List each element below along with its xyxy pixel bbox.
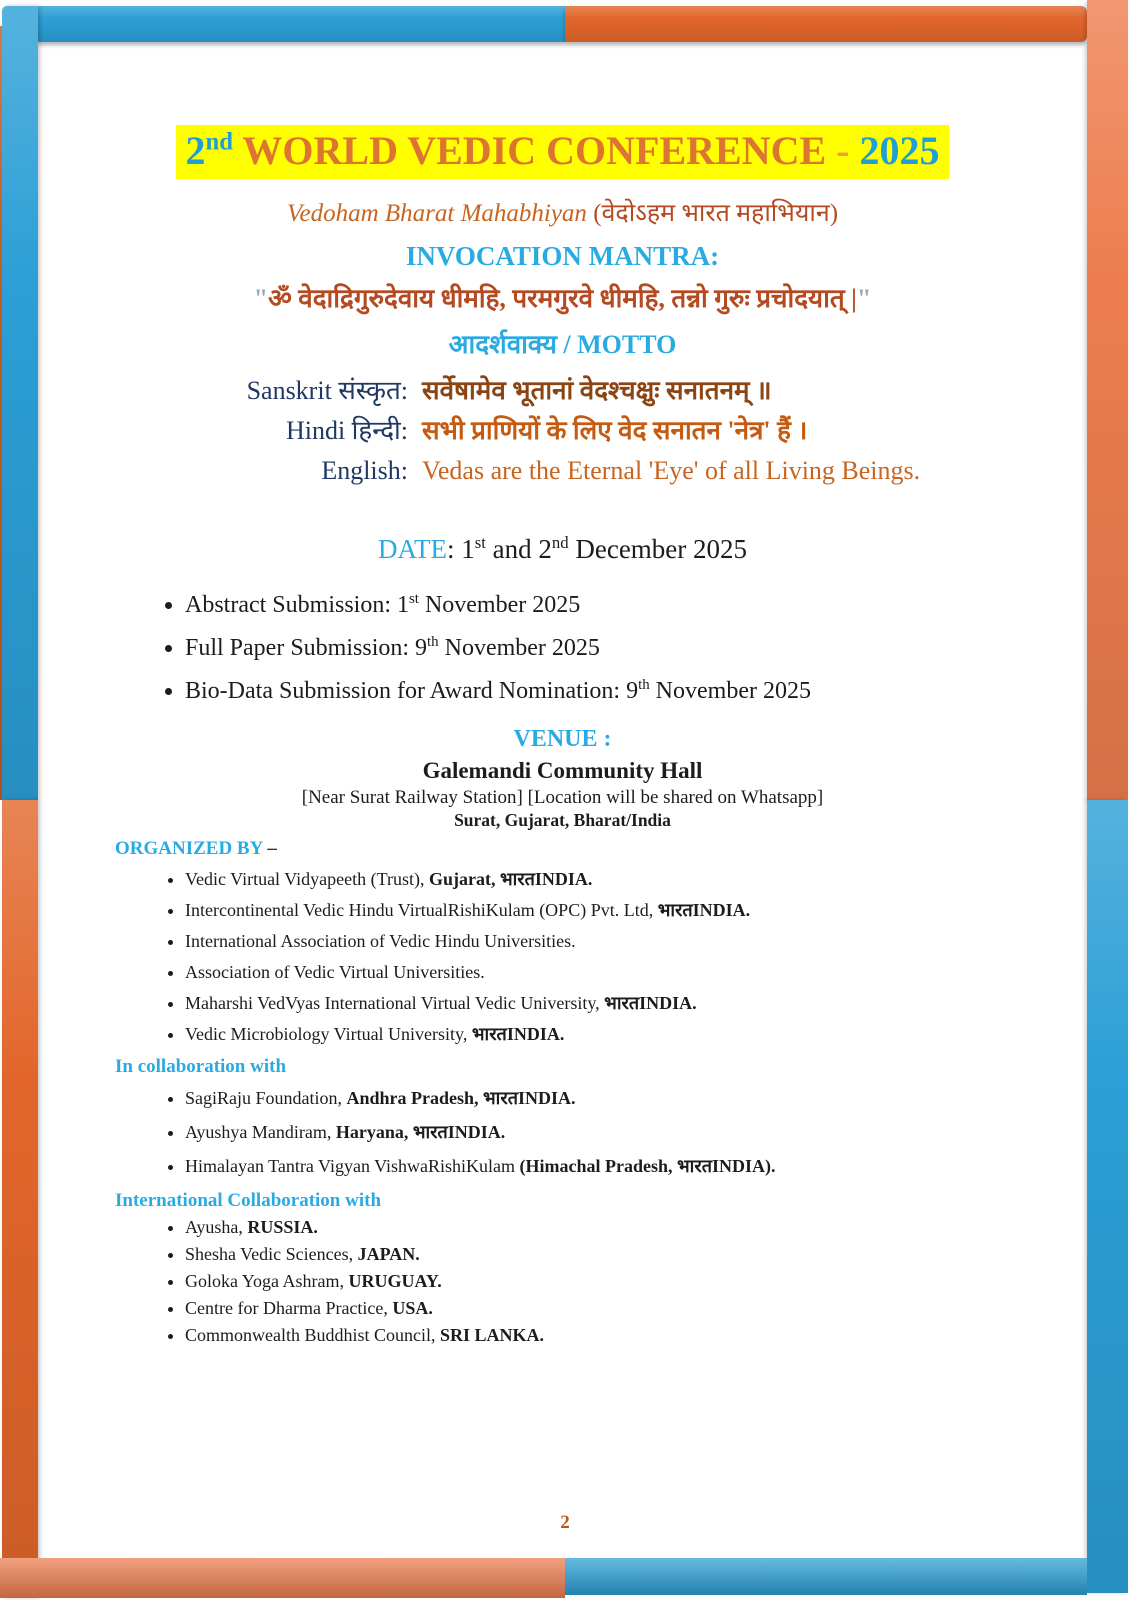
motto-label-sanskrit: Sanskrit संस्कृत: [246,376,408,405]
frame-left-bar-blue [2,6,38,800]
text-segment: Himalayan Tantra Vigyan VishwaRishiKulam [185,1156,520,1176]
motto-text-sanskrit: सर्वेषामेव भूतानां वेदश्चक्षुः सनातनम् ॥ [422,376,772,405]
frame-top-bar-orange [565,6,1087,42]
list-item [185,624,1087,667]
motto-table [38,371,1087,491]
text-segment: : 1 [446,534,475,564]
frame-bottom-bar-blue [565,1558,1087,1595]
text-segment: nd [551,533,569,552]
motto-heading: आदर्शवाक्य / MOTTO [448,330,677,359]
text-segment: Association of Vedic Virtual Universities. [185,962,485,982]
text-segment: भारतINDIA. [657,900,751,920]
text-segment: Vedoham Bharat Mahabhiyan [286,200,594,227]
list-item [185,895,1087,925]
text-segment: WORLD VEDIC CONFERENCE [233,128,837,173]
organized-by-heading [115,838,1087,860]
motto-label-hindi: Hindi हिन्दी: [285,416,408,445]
text-segment: (Himachal Pradesh, भारतINDIA). [519,1156,776,1176]
text-segment: 2025 [859,128,940,173]
text-segment: Ayusha, [185,1217,248,1237]
text-segment: " [253,284,269,313]
text-segment: Goloka Yoga Ashram, [185,1271,349,1291]
text-segment: USA. [392,1298,433,1318]
venue-heading: VENUE : [513,726,612,752]
text-segment: SRI LANKA. [440,1325,545,1345]
frame-right-bar-blue [1087,800,1128,1593]
subtitle-vedoham [38,195,1087,229]
list-item [185,581,1087,624]
deadlines-list [38,581,1087,710]
page-content [38,42,1087,1349]
motto-row-english [38,451,1087,491]
frame-left-bar-orange [2,800,38,1598]
text-segment: Abstract Submission: 1 [185,592,410,618]
text-segment: - [836,128,860,173]
text-segment: November 2025 [418,592,581,618]
text-segment: st [474,533,486,552]
list-item [185,988,1087,1018]
frame-bottom-bar-orange [0,1558,565,1598]
text-segment: Centre for Dharma Practice, [185,1298,393,1318]
text-segment: ॐ वेदाद्रिगुरुदेवाय धीमहि, परमगुरवे धीमहि, तन्नो गुरुः प्रचोदयात् | [268,284,857,313]
text-segment: Shesha Vedic Sciences, [185,1244,358,1264]
motto-text-hindi: सभी प्राणियों के लिए वेद सनातन 'नेत्र' हैं । [422,416,808,445]
text-segment: nd [205,128,234,156]
frame-right-bar-orange [1087,0,1128,800]
frame-top-bar-blue [35,6,565,42]
list-item [185,926,1087,956]
organizers-list [38,864,1087,1049]
list-item [185,1019,1087,1049]
international-collaboration-list [38,1214,1087,1349]
text-segment: Commonwealth Buddhist Council, [185,1325,440,1345]
list-item [185,1295,1087,1322]
text-segment: (वेदोऽहम भारत महाभियान) [593,200,839,227]
text-segment: th [638,677,650,693]
list-item [185,864,1087,894]
text-segment: – [267,838,277,859]
text-segment: Andhra Pradesh, भारतINDIA. [346,1088,576,1108]
text-segment: and 2 [485,534,552,564]
invocation-mantra-heading: INVOCATION MANTRA: [405,241,720,271]
text-segment: RUSSIA. [247,1217,318,1237]
motto-label-english: English: [321,456,408,485]
text-segment: International Association of Vedic Hindu Universities. [185,931,576,951]
text-segment: SagiRaju Foundation, [185,1088,347,1108]
text-segment: Vedic Virtual Vidyapeeth (Trust), [185,869,429,889]
text-segment: Intercontinental Vedic Hindu VirtualRishiKulam (OPC) Pvt. Ltd, [185,900,658,920]
text-segment: st [409,591,419,607]
list-item [185,1115,1087,1149]
venue-hall-name: Galemandi Community Hall [422,758,703,783]
text-segment: ORGANIZED BY [115,838,268,859]
list-item [185,957,1087,987]
text-segment: November 2025 [438,635,600,661]
venue-location-note: [Near Surat Railway Station] [Location will be shared on Whatsapp] [301,787,824,808]
international-collaboration-heading: International Collaboration with [115,1190,382,1211]
title-highlight [176,125,950,179]
list-item [185,1214,1087,1241]
collaboration-list [38,1081,1087,1183]
text-segment: Full Paper Submission: 9 [185,635,428,661]
motto-row-hindi [38,411,1087,451]
text-segment: December 2025 [568,534,748,564]
collaboration-heading: In collaboration with [115,1056,287,1077]
text-segment: भारतINDIA. [471,1024,565,1044]
text-segment: " [856,284,872,313]
text-segment: November 2025 [649,678,811,704]
text-segment: Haryana, भारतINDIA. [335,1122,506,1142]
list-item [185,1322,1087,1349]
motto-row-sanskrit [38,371,1087,411]
motto-text-english: Vedas are the Eternal 'Eye' of all Living Beings. [422,456,921,485]
text-segment: URUGUAY. [348,1271,442,1291]
date-line [38,533,1087,565]
list-item [185,1081,1087,1115]
text-segment: Ayushya Mandiram, [185,1122,336,1142]
text-segment: Gujarat, भारतINDIA. [428,869,593,889]
list-item [185,1241,1087,1268]
text-segment: JAPAN. [357,1244,420,1264]
text-segment: 2 [185,128,206,173]
text-segment: Maharshi VedVyas International Virtual Vedic University, [185,993,605,1013]
text-segment: DATE [377,534,447,564]
conference-title [38,125,1087,179]
invocation-mantra-text [38,279,1087,315]
venue-city: Surat, Gujarat, Bharat/India [454,810,671,830]
text-segment: Vedic Microbiology Virtual University, [185,1024,472,1044]
page-number: 2 [560,1512,570,1533]
text-segment: भारतINDIA. [604,993,697,1013]
text-segment: th [427,634,439,650]
list-item [185,1268,1087,1295]
text-segment: Bio-Data Submission for Award Nomination: 9 [185,678,639,704]
list-item [185,1149,1087,1183]
list-item [185,667,1087,710]
